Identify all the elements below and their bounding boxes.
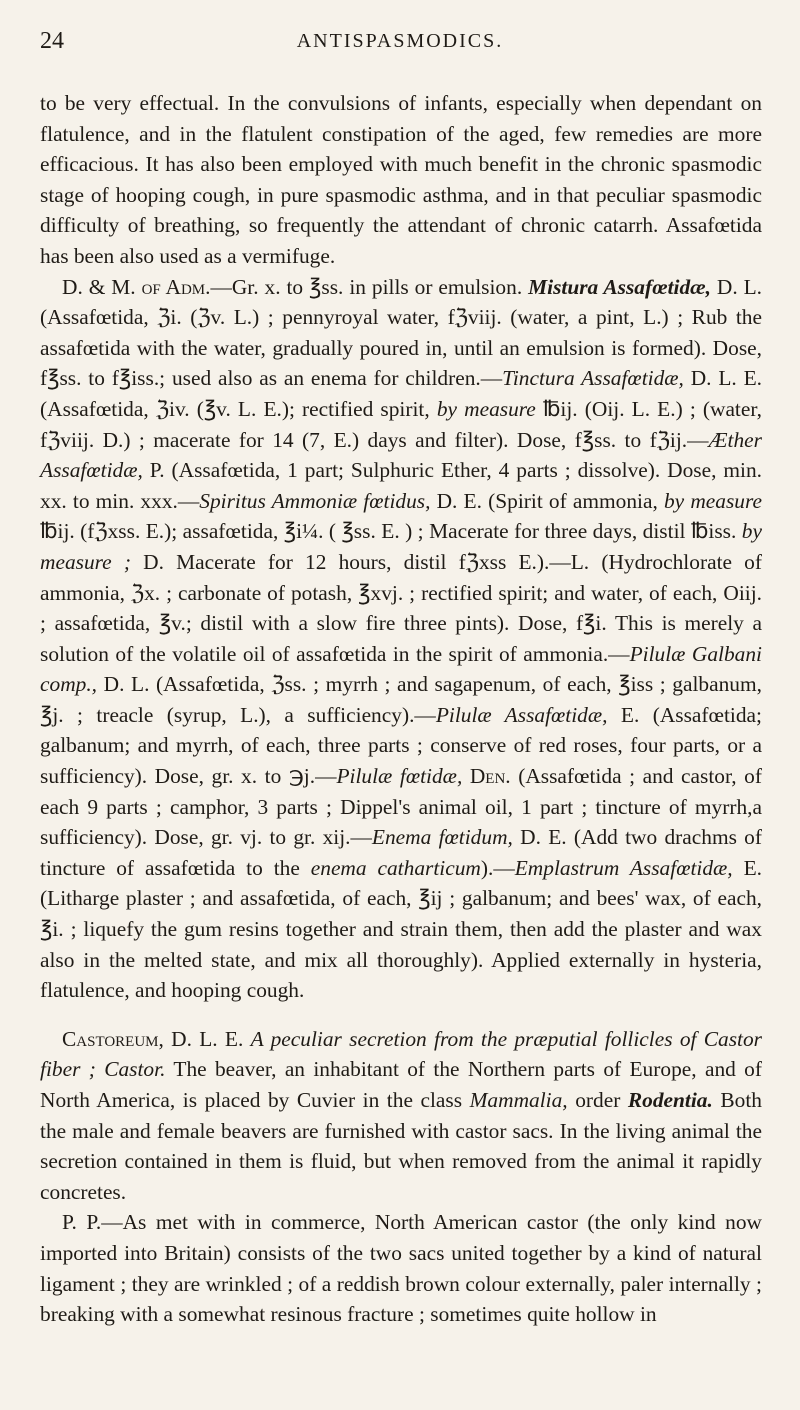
paragraph: [40, 1207, 762, 1329]
styled-text: by measure: [663, 488, 762, 513]
page-number: 24: [40, 28, 64, 54]
styled-text: Æther Assafœtidæ,: [40, 427, 762, 483]
styled-text: Pilulæ fœtidæ,: [336, 764, 463, 789]
paragraph: [40, 88, 762, 272]
text-run: E. (Litharge plaster ; and assafœtida, of each, ℥ij ; galbanum; and bees' wax, of each, ℥i. ; liquefy the gum resins together and strain them, then add the plaster and wax also in the melted state, and mix all thoroughly). Applied externally in hysteria, flatulence, and hooping cough.: [40, 855, 762, 1003]
text-run: [462, 764, 470, 788]
text-run: to be very effectual. In the convulsions of infants, especially when dependant on flatulence, and in the flatulent constipation of the aged, few remedies are more efficacious. It has also been employed with much benefit in the chronic spasmodic stage of hooping cough, in pure spasmodic asthma, and in that peculiar spasmodic difficulty of breathing, so frequently the attendant of chronic catarrh. Assafœtida has been also used as a vermifuge.: [40, 91, 762, 268]
styled-text: by measure ;: [40, 519, 762, 574]
styled-text: Emplastrum Assafœtidæ,: [514, 855, 733, 880]
text-run: D. E. (Spirit of ammonia,: [430, 488, 664, 513]
styled-text: A peculiar secretion from the præputial follicles of Castor fiber ; Castor.: [40, 1026, 762, 1082]
text-run: D. L. (Assafœtida, ℨi. (ℨv. L.) ; pennyroyal water, fℨviij. (water, a pint, L.) ; Rub the assafœtida with the water, gradually poured in, until an emulsion is formed). Dose, f℥ss. to f℥iss.; used also as an enema for children.—: [40, 274, 763, 391]
paragraph: [40, 272, 762, 1006]
text-run: D. Macerate for 12 hours, distil fℨxss E.).—L. (Hydrochlorate of ammonia, ℨx. ; carbonate of potash, ℥xvj. ; rectified spirit; and water, of each, Oiij. ; assafœtida, ℥v.; distil with a slow fire three pints). Dose, f℥i. This is merely a solution of the volatile oil of assafœtida in the spirit of ammonia.—: [40, 549, 763, 666]
text-run: P. P.—As met with in commerce, North American castor (the only kind now imported into Britain) consists of the two sacs united together by a kind of natural ligament ; they are wrinkled ; of a reddish brown colour externally, paler internally ; breaking with a somewhat resinous fracture ; sometimes quite hollow in: [40, 1210, 762, 1327]
styled-text: Den.: [469, 764, 511, 789]
text-run: —Gr. x. to ℥ss. in pills or emulsion.: [210, 274, 529, 299]
styled-text: by measure: [436, 396, 536, 421]
text-run: The beaver, an inhabitant of the Northern parts of Europe, and of North America, is placed by Cuvier in the class: [40, 1057, 762, 1112]
styled-text: Mistura Assafœtidæ,: [528, 274, 711, 299]
body-text: [40, 88, 762, 1330]
text-run: D. L. E. (Assafœtida, ℨiv. (℥v. L. E.); rectified spirit,: [40, 366, 762, 421]
styled-text: Pilulæ Galbani comp.,: [40, 641, 762, 697]
text-run: ).—: [480, 855, 515, 880]
text-run: D. L. (Assafœtida, ℨss. ; myrrh ; and sagapenum, of each, ℥iss ; galbanum, ℥j. ; treacle (syrup, L.), a sufficiency).—: [40, 672, 762, 727]
styled-text: Enema fœtidum,: [371, 825, 513, 850]
styled-text: Tinctura Assafœtidæ,: [502, 366, 684, 391]
styled-text: Spiritus Ammoniæ fœtidus,: [199, 488, 431, 513]
styled-text: of Adm.: [141, 274, 211, 299]
page-header: [0, 20, 800, 60]
text-run: D. & M.: [62, 274, 142, 299]
text-run: P. (Assafœtida, 1 part; Sulphuric Ether, 4 parts ; dissolve). Dose, min. xx. to min. xxx.—: [40, 458, 762, 513]
text-run: D. E. (Add two drachms of tincture of assafœtida to the: [40, 825, 762, 880]
text-run: ℔ij. (fℨxss. E.); assafœtida, ℥i¼. ( ℥ss. E. ) ; Macerate for three days, distil ℔iss.: [40, 519, 742, 544]
text-run: (Assafœtida ; and castor, of each 9 parts ; camphor, 3 parts ; Dippel's animal oil, 1 part ; tincture of myrrh,a sufficiency). Dose, gr. vj. to gr. xij.—: [40, 764, 762, 850]
styled-text: Mammalia,: [469, 1088, 568, 1112]
styled-text: Rodentia.: [627, 1088, 713, 1112]
text-run: order: [567, 1088, 628, 1112]
styled-text: enema catharticum: [310, 855, 481, 880]
styled-text: Pilulæ Assafœtidæ,: [435, 702, 608, 727]
text-run: Both the male and female beavers are furnished with castor sacs. In the living animal the secretion contained in them is fluid, but when removed from the animal it rapidly concretes.: [40, 1088, 762, 1204]
paragraph: [40, 1024, 762, 1208]
running-head: ANTISPASMODICS.: [296, 30, 504, 52]
text-run: D. L. E.: [163, 1026, 251, 1051]
text-run: ℔ij. (Oij. L. E.) ; (water, fℨviij. D.) ; macerate for 14 (7, E.) days and filter). Dose, f℥ss. to fℨij.—: [40, 396, 762, 452]
text-run: E. (Assafœtida; galbanum; and myrrh, of each, three parts ; conserve of red roses, four parts, or a sufficiency). Dose, gr. x. to ℈j.—: [40, 702, 762, 789]
styled-text: Castoreum,: [62, 1026, 164, 1051]
